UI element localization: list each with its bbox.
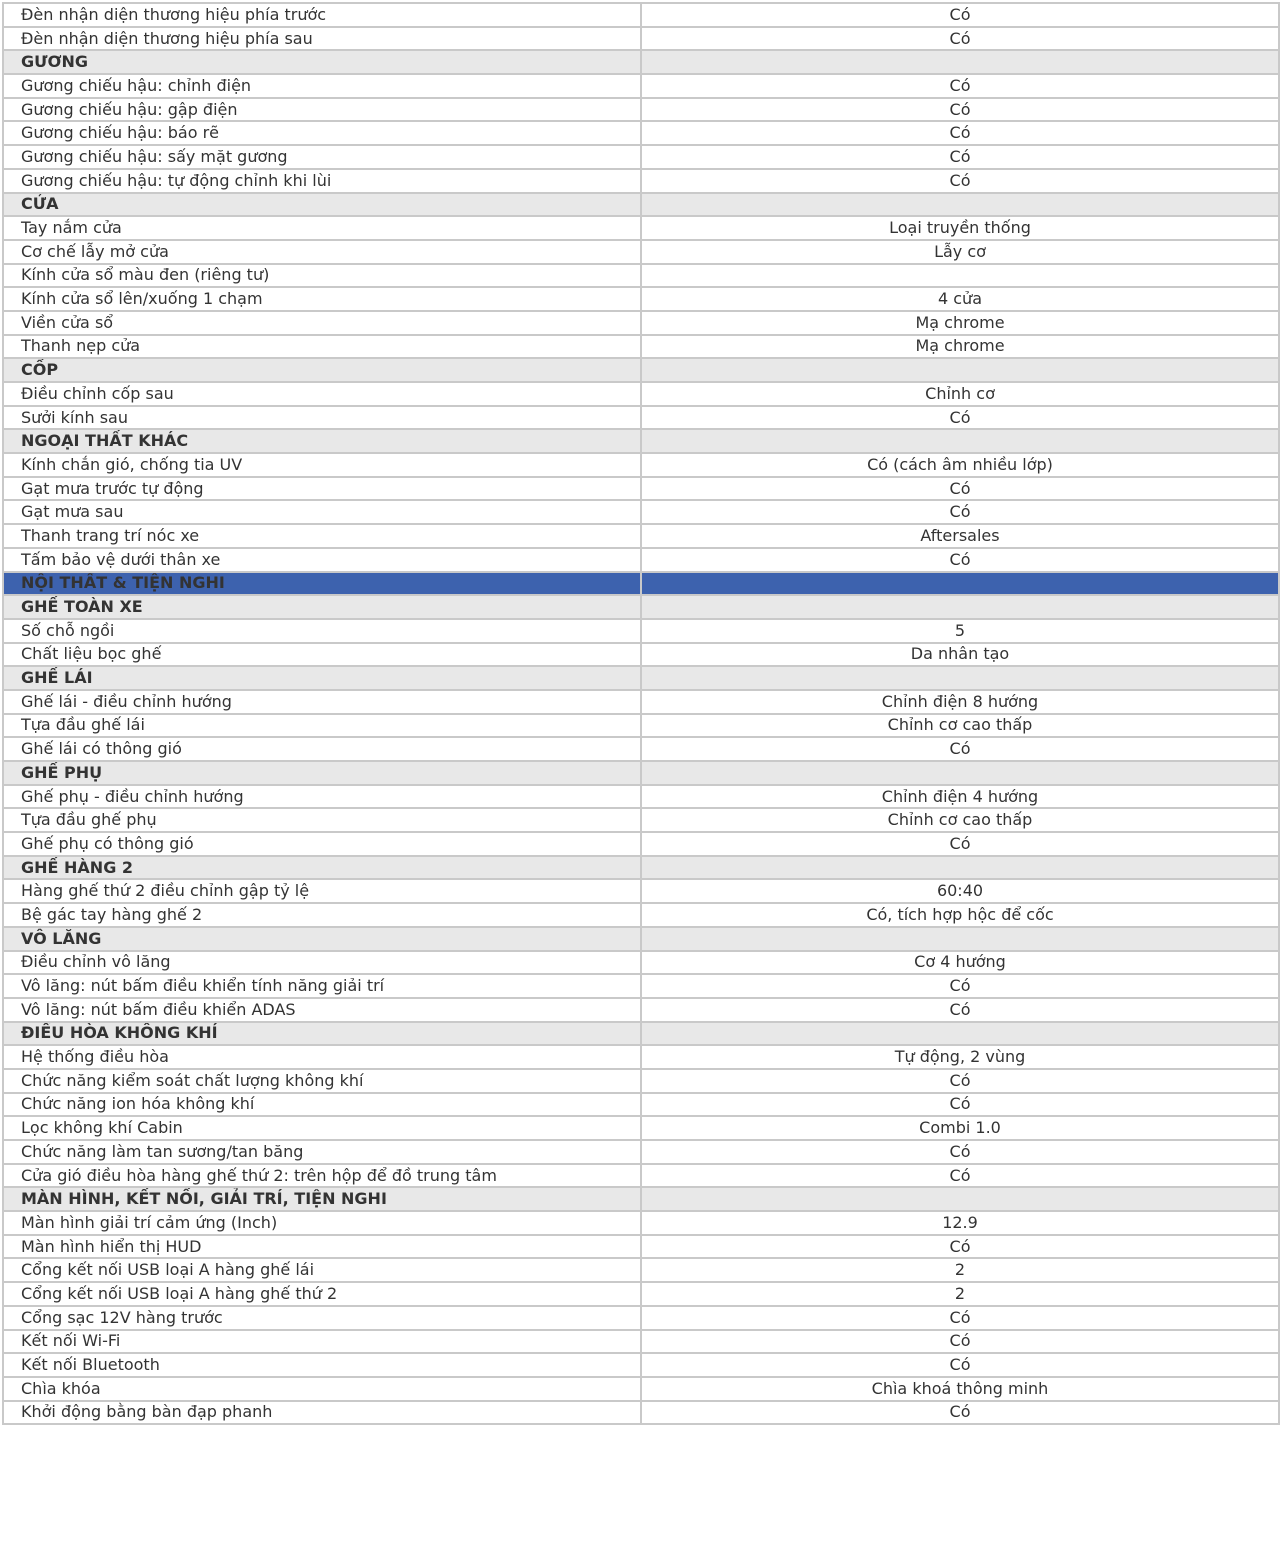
section-title: GHẾ TOÀN XE — [3, 595, 641, 619]
feature-value: Có — [641, 998, 1279, 1022]
table-row — [3, 737, 1279, 761]
section-spacer — [641, 761, 1279, 785]
feature-label: Ghế lái có thông gió — [3, 737, 641, 761]
feature-label: Cổng sạc 12V hàng trước — [3, 1306, 641, 1330]
feature-value: 60:40 — [641, 879, 1279, 903]
feature-value: Chỉnh điện 4 hướng — [641, 785, 1279, 809]
section-title: NỘI THẤT & TIỆN NGHI — [3, 572, 641, 596]
table-row — [3, 998, 1279, 1022]
feature-value: Có — [641, 974, 1279, 998]
section-title: GƯƠNG — [3, 50, 641, 74]
section-title: CỐP — [3, 358, 641, 382]
table-row — [3, 1116, 1279, 1140]
feature-value: Chỉnh cơ cao thấp — [641, 808, 1279, 832]
table-row — [3, 1306, 1279, 1330]
feature-label: Gương chiếu hậu: tự động chỉnh khi lùi — [3, 169, 641, 193]
feature-label: Chức năng kiểm soát chất lượng không khí — [3, 1069, 641, 1093]
feature-value: Chỉnh cơ cao thấp — [641, 714, 1279, 738]
feature-label: Màn hình giải trí cảm ứng (Inch) — [3, 1211, 641, 1235]
feature-label: Thanh nẹp cửa — [3, 335, 641, 359]
table-row — [3, 1069, 1279, 1093]
feature-value: Có — [641, 121, 1279, 145]
feature-label: Đèn nhận diện thương hiệu phía trước — [3, 3, 641, 27]
table-row — [3, 216, 1279, 240]
feature-label: Chất liệu bọc ghế — [3, 643, 641, 667]
spec-table — [2, 2, 1280, 1425]
section-header-row — [3, 856, 1279, 880]
section-title: GHẾ PHỤ — [3, 761, 641, 785]
feature-value: Có — [641, 1306, 1279, 1330]
feature-value: Mạ chrome — [641, 335, 1279, 359]
table-row — [3, 145, 1279, 169]
feature-label: Đèn nhận diện thương hiệu phía sau — [3, 27, 641, 51]
feature-label: Lọc không khí Cabin — [3, 1116, 641, 1140]
feature-label: Gương chiếu hậu: chỉnh điện — [3, 74, 641, 98]
table-row — [3, 1353, 1279, 1377]
feature-label: Sưởi kính sau — [3, 406, 641, 430]
feature-value: Có — [641, 1235, 1279, 1259]
feature-label: Ghế phụ - điều chỉnh hướng — [3, 785, 641, 809]
feature-label: Hàng ghế thứ 2 điều chỉnh gập tỷ lệ — [3, 879, 641, 903]
feature-value: Chỉnh cơ — [641, 382, 1279, 406]
feature-label: Tựa đầu ghế phụ — [3, 808, 641, 832]
section-spacer — [641, 572, 1279, 596]
feature-value: Có — [641, 74, 1279, 98]
table-row — [3, 785, 1279, 809]
table-row — [3, 406, 1279, 430]
feature-value: 5 — [641, 619, 1279, 643]
feature-value: Có — [641, 477, 1279, 501]
major-section-row — [3, 572, 1279, 596]
feature-value: Chỉnh điện 8 hướng — [641, 690, 1279, 714]
feature-value: Có — [641, 1401, 1279, 1425]
table-row — [3, 690, 1279, 714]
feature-value: Aftersales — [641, 524, 1279, 548]
feature-label: Vô lăng: nút bấm điều khiển ADAS — [3, 998, 641, 1022]
feature-value: Có — [641, 98, 1279, 122]
feature-label: Gương chiếu hậu: sấy mặt gương — [3, 145, 641, 169]
table-row — [3, 524, 1279, 548]
feature-value: Có (cách âm nhiều lớp) — [641, 453, 1279, 477]
feature-label: Kính cửa sổ màu đen (riêng tư) — [3, 264, 641, 288]
feature-value: 2 — [641, 1258, 1279, 1282]
table-row — [3, 335, 1279, 359]
feature-value: Có — [641, 1330, 1279, 1354]
feature-label: Gạt mưa trước tự động — [3, 477, 641, 501]
table-row — [3, 477, 1279, 501]
feature-value: Có — [641, 1164, 1279, 1188]
feature-value: Có, tích hợp hộc để cốc — [641, 903, 1279, 927]
table-row — [3, 1282, 1279, 1306]
feature-label: Gương chiếu hậu: gập điện — [3, 98, 641, 122]
feature-value: Có — [641, 27, 1279, 51]
section-title: CỬA — [3, 193, 641, 217]
table-row — [3, 1093, 1279, 1117]
section-header-row — [3, 50, 1279, 74]
section-header-row — [3, 1187, 1279, 1211]
table-row — [3, 3, 1279, 27]
feature-label: Chìa khóa — [3, 1377, 641, 1401]
feature-value: Có — [641, 548, 1279, 572]
table-row — [3, 98, 1279, 122]
feature-value: Cơ 4 hướng — [641, 951, 1279, 975]
section-header-row — [3, 358, 1279, 382]
section-title: VÔ LĂNG — [3, 927, 641, 951]
feature-value: Lẫy cơ — [641, 240, 1279, 264]
table-row — [3, 1377, 1279, 1401]
feature-label: Gạt mưa sau — [3, 500, 641, 524]
feature-value: 12.9 — [641, 1211, 1279, 1235]
feature-value: Có — [641, 832, 1279, 856]
feature-value: Có — [641, 1093, 1279, 1117]
table-row — [3, 903, 1279, 927]
section-header-row — [3, 927, 1279, 951]
feature-value: Tự động, 2 vùng — [641, 1045, 1279, 1069]
section-spacer — [641, 193, 1279, 217]
table-row — [3, 74, 1279, 98]
feature-label: Tấm bảo vệ dưới thân xe — [3, 548, 641, 572]
table-row — [3, 1211, 1279, 1235]
feature-value: Có — [641, 169, 1279, 193]
feature-value: Có — [641, 406, 1279, 430]
table-row — [3, 500, 1279, 524]
section-title: ĐIỀU HÒA KHÔNG KHÍ — [3, 1022, 641, 1046]
feature-label: Chức năng ion hóa không khí — [3, 1093, 641, 1117]
section-header-row — [3, 1022, 1279, 1046]
feature-label: Cổng kết nối USB loại A hàng ghế lái — [3, 1258, 641, 1282]
section-spacer — [641, 358, 1279, 382]
section-spacer — [641, 666, 1279, 690]
feature-label: Kết nối Bluetooth — [3, 1353, 641, 1377]
table-row — [3, 1258, 1279, 1282]
table-row — [3, 643, 1279, 667]
feature-value: Có — [641, 1140, 1279, 1164]
feature-value: 4 cửa — [641, 287, 1279, 311]
feature-label: Tay nắm cửa — [3, 216, 641, 240]
feature-value: Có — [641, 1353, 1279, 1377]
feature-label: Điều chỉnh cốp sau — [3, 382, 641, 406]
table-row — [3, 382, 1279, 406]
feature-value: 2 — [641, 1282, 1279, 1306]
feature-value: Có — [641, 500, 1279, 524]
section-title: MÀN HÌNH, KẾT NỐI, GIẢI TRÍ, TIỆN NGHI — [3, 1187, 641, 1211]
feature-label: Ghế lái - điều chỉnh hướng — [3, 690, 641, 714]
feature-value: Loại truyền thống — [641, 216, 1279, 240]
table-row — [3, 548, 1279, 572]
section-header-row — [3, 666, 1279, 690]
feature-label: Tựa đầu ghế lái — [3, 714, 641, 738]
feature-label: Thanh trang trí nóc xe — [3, 524, 641, 548]
feature-label: Ghế phụ có thông gió — [3, 832, 641, 856]
feature-value: Có — [641, 737, 1279, 761]
table-row — [3, 1401, 1279, 1425]
section-header-row — [3, 595, 1279, 619]
table-row — [3, 974, 1279, 998]
section-title: NGOẠI THẤT KHÁC — [3, 429, 641, 453]
table-row — [3, 619, 1279, 643]
table-row — [3, 264, 1279, 288]
feature-value: Chìa khoá thông minh — [641, 1377, 1279, 1401]
section-header-row — [3, 429, 1279, 453]
section-spacer — [641, 1022, 1279, 1046]
feature-label: Vô lăng: nút bấm điều khiển tính năng giải trí — [3, 974, 641, 998]
feature-label: Cơ chế lẫy mở cửa — [3, 240, 641, 264]
table-row — [3, 311, 1279, 335]
feature-label: Màn hình hiển thị HUD — [3, 1235, 641, 1259]
feature-value: Có — [641, 3, 1279, 27]
feature-label: Chức năng làm tan sương/tan băng — [3, 1140, 641, 1164]
feature-label: Điều chỉnh vô lăng — [3, 951, 641, 975]
feature-value: Da nhân tạo — [641, 643, 1279, 667]
feature-label: Gương chiếu hậu: báo rẽ — [3, 121, 641, 145]
feature-label: Bệ gác tay hàng ghế 2 — [3, 903, 641, 927]
table-row — [3, 808, 1279, 832]
section-title: GHẾ LÁI — [3, 666, 641, 690]
table-row — [3, 1330, 1279, 1354]
feature-label: Số chỗ ngồi — [3, 619, 641, 643]
feature-label: Cổng kết nối USB loại A hàng ghế thứ 2 — [3, 1282, 641, 1306]
table-row — [3, 879, 1279, 903]
feature-value: Có — [641, 145, 1279, 169]
section-spacer — [641, 856, 1279, 880]
feature-value: Có — [641, 1069, 1279, 1093]
feature-label: Viền cửa sổ — [3, 311, 641, 335]
table-row — [3, 27, 1279, 51]
feature-label: Khởi động bằng bàn đạp phanh — [3, 1401, 641, 1425]
section-spacer — [641, 595, 1279, 619]
section-title: GHẾ HÀNG 2 — [3, 856, 641, 880]
feature-value — [641, 264, 1279, 288]
spec-table-body — [3, 3, 1279, 1424]
section-header-row — [3, 761, 1279, 785]
feature-value: Combi 1.0 — [641, 1116, 1279, 1140]
table-row — [3, 287, 1279, 311]
table-row — [3, 951, 1279, 975]
feature-label: Hệ thống điều hòa — [3, 1045, 641, 1069]
feature-label: Cửa gió điều hòa hàng ghế thứ 2: trên hộp để đồ trung tâm — [3, 1164, 641, 1188]
feature-label: Kết nối Wi-Fi — [3, 1330, 641, 1354]
feature-value: Mạ chrome — [641, 311, 1279, 335]
table-row — [3, 1140, 1279, 1164]
section-spacer — [641, 50, 1279, 74]
table-row — [3, 1235, 1279, 1259]
table-row — [3, 714, 1279, 738]
table-row — [3, 169, 1279, 193]
section-header-row — [3, 193, 1279, 217]
section-spacer — [641, 927, 1279, 951]
table-row — [3, 240, 1279, 264]
section-spacer — [641, 1187, 1279, 1211]
table-row — [3, 121, 1279, 145]
table-row — [3, 1045, 1279, 1069]
section-spacer — [641, 429, 1279, 453]
feature-label: Kính cửa sổ lên/xuống 1 chạm — [3, 287, 641, 311]
table-row — [3, 453, 1279, 477]
table-row — [3, 832, 1279, 856]
table-row — [3, 1164, 1279, 1188]
feature-label: Kính chắn gió, chống tia UV — [3, 453, 641, 477]
